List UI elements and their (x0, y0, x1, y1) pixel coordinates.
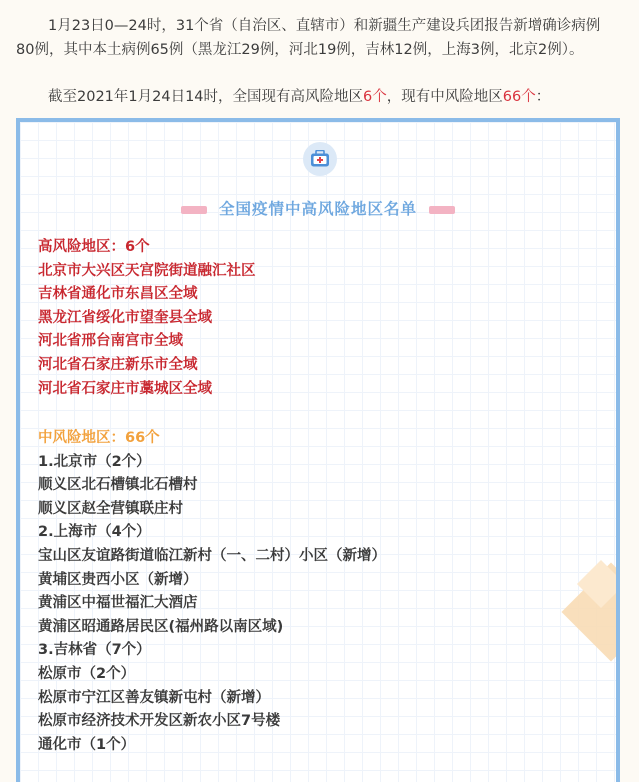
mid-risk-line: 1.北京市（2个） (38, 453, 151, 470)
mid-risk-line: 2.上海市（4个） (38, 524, 151, 541)
intro-paragraph-2: 80例，其中本土病例65例（黑龙江29例，河北19例，吉林12例，上海3例，北京2例）。 (16, 42, 584, 58)
mid-risk-heading: 中风险地区：66个 (38, 430, 160, 446)
mid-risk-line: 黄浦区昭通路居民区(福州路以南区域) (38, 618, 284, 635)
card-title-row (20, 196, 616, 222)
intro-paragraph-1: 1月23日0—24时，31个省（自治区、直辖市）和新疆生产建设兵团报告新增确诊病例 (48, 18, 601, 34)
high-risk-section (38, 236, 598, 401)
high-risk-item: 河北省石家庄新乐市全域 (38, 356, 198, 373)
intro-p3-mid-text: ，现有中风险地区 (386, 89, 503, 105)
mid-risk-line: 顺义区赵全营镇联庄村 (38, 500, 183, 517)
intro-p3-end: ： (535, 89, 551, 105)
card-title: 全国疫情中高风险地区名单 (218, 200, 417, 218)
high-risk-item: 吉林省通化市东昌区全域 (38, 286, 198, 303)
mid-risk-line: 通化市（1个） (38, 736, 136, 753)
high-risk-item: 河北省邢台南宫市全域 (38, 333, 183, 350)
mid-risk-line: 黄浦区中福世福汇大酒店 (38, 595, 198, 612)
mid-risk-section (38, 427, 598, 757)
mid-risk-line: 黄埔区贵西小区（新增） (38, 571, 198, 588)
mid-risk-line: 宝山区友谊路街道临江新村（一、二村）小区（新增） (38, 547, 386, 564)
risk-area-card (16, 118, 620, 782)
title-right-bar (429, 206, 455, 214)
high-risk-heading: 高风险地区：6个 (38, 239, 150, 255)
intro-p3-text: 截至2021年1月24日14时，全国现有高风险地区 (48, 89, 364, 105)
mid-risk-line: 松原市经济技术开发区新农小区7号楼 (38, 713, 281, 730)
high-risk-item: 黑龙江省绥化市望奎县全域 (38, 309, 212, 326)
intro-paragraph-3 (48, 85, 628, 109)
mid-risk-line: 松原市（2个） (38, 665, 136, 682)
high-risk-item: 北京市大兴区天宫院街道融汇社区 (38, 262, 256, 279)
mid-risk-line: 顺义区北石槽镇北石槽村 (38, 477, 198, 494)
mid-risk-line: 3.吉林省（7个） (38, 642, 151, 659)
high-risk-count: 6个 (363, 89, 387, 105)
mid-risk-line: 松原市宁江区善友镇新屯村（新增） (38, 689, 270, 706)
title-left-bar (181, 206, 207, 214)
medical-kit-icon (303, 142, 337, 176)
mid-risk-count: 66个 (502, 89, 536, 105)
high-risk-item: 河北省石家庄市藁城区全域 (38, 380, 212, 397)
